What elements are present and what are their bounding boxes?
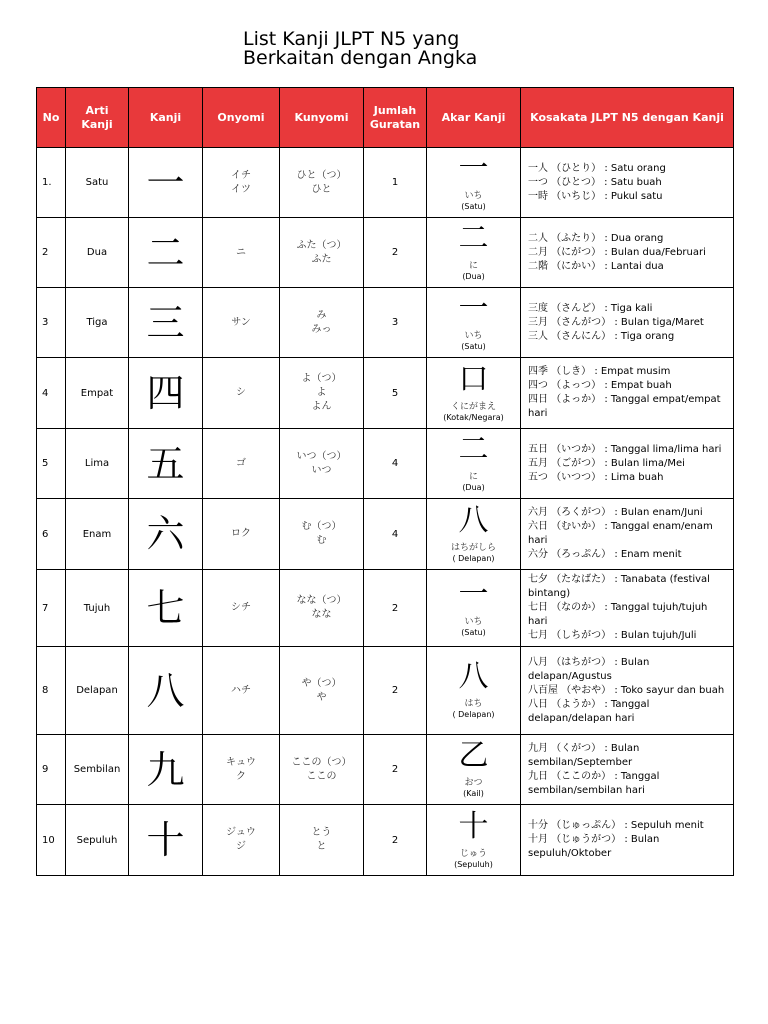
onyomi-reading: イツ — [231, 183, 251, 195]
row-kanji: 三 — [129, 288, 203, 358]
vocab-entry: 三度 （さんど） : Tiga kali — [528, 302, 653, 314]
vocab-entry: 二階 （にかい） : Lantai dua — [528, 260, 664, 272]
row-kanji: 二 — [129, 218, 203, 288]
table-row — [37, 358, 734, 429]
row-radical — [427, 805, 521, 876]
row-stroke-count: 2 — [364, 570, 427, 647]
row-kunyomi — [280, 647, 364, 735]
kunyomi-reading: ひと（つ） — [296, 169, 347, 181]
row-vocabulary — [521, 358, 734, 429]
title-line-2: Berkaitan dengan Angka — [243, 47, 478, 69]
header-jumlah — [364, 88, 427, 148]
kunyomi-reading: や（つ） — [301, 677, 342, 689]
row-meaning: Sepuluh — [66, 805, 129, 876]
vocab-entry: 三人 （さんにん） : Tiga orang — [528, 330, 675, 342]
row-kunyomi — [280, 570, 364, 647]
onyomi-reading: ハチ — [231, 684, 251, 696]
header-kunyomi: Kunyomi — [280, 88, 364, 148]
vocab-entry: 二人 （ふたり） : Dua orang — [528, 232, 664, 244]
radical-kanji: 口 — [458, 361, 489, 397]
row-number: 10 — [37, 805, 66, 876]
radical-reading: くにがまえ — [450, 401, 496, 412]
row-vocabulary — [521, 735, 734, 805]
header-onyomi: Onyomi — [203, 88, 280, 148]
radical-kanji: 一 — [458, 576, 489, 612]
vocab-entry: 八百屋 （やおや） : Toko sayur dan buah — [528, 684, 725, 696]
row-radical — [427, 358, 521, 429]
row-meaning: Enam — [66, 499, 129, 570]
kunyomi-reading: なな（つ） — [296, 595, 347, 606]
vocab-entry: 十分 （じゅっぷん） : Sepuluh menit — [528, 820, 704, 831]
radical-reading: いち — [464, 331, 483, 341]
row-number: 8 — [37, 647, 66, 735]
radical-kanji: 一 — [458, 151, 489, 186]
vocab-entry: 九月 （くがつ） : Bulan sembilan/September — [528, 742, 640, 768]
row-meaning: Delapan — [66, 647, 129, 735]
row-vocabulary — [521, 148, 734, 218]
vocab-entry: 四季 （しき） : Empat musim — [528, 366, 671, 377]
row-kanji: 五 — [129, 429, 203, 499]
table-row — [37, 218, 734, 288]
row-kunyomi — [280, 148, 364, 218]
row-vocabulary — [521, 647, 734, 735]
radical-kanji: 二 — [458, 221, 489, 256]
row-radical — [427, 218, 521, 288]
table-row — [37, 148, 734, 218]
vocab-entry: 一時 （いちじ） : Pukul satu — [528, 190, 663, 202]
row-kunyomi — [280, 735, 364, 805]
radical-meaning: (Kotak/Negara) — [443, 412, 504, 422]
onyomi-reading: キュウ — [226, 756, 256, 768]
radical-meaning: (Satu) — [461, 202, 486, 211]
page-title — [243, 30, 477, 68]
kunyomi-reading: ふた（つ） — [296, 239, 347, 251]
radical-kanji: 八 — [458, 659, 489, 694]
vocab-entry: 一つ （ひとつ） : Satu buah — [528, 176, 662, 188]
vocab-entry: 九日 （ここのか） : Tanggal sembilan/sembilan hari — [528, 770, 660, 796]
header-jumlah-line1: Jumlah — [373, 103, 417, 117]
kunyomi-reading: む — [316, 535, 327, 546]
radical-meaning: (Dua) — [462, 272, 485, 281]
onyomi-reading: サン — [231, 316, 251, 328]
row-number: 5 — [37, 429, 66, 499]
row-stroke-count: 1 — [364, 148, 427, 218]
radical-meaning: (Satu) — [461, 627, 486, 637]
vocab-entry: 五つ （いつつ） : Lima buah — [528, 471, 664, 483]
onyomi-reading: シ — [236, 387, 246, 398]
vocab-entry: 四日 （よっか） : Tanggal empat/empat hari — [528, 394, 721, 419]
radical-reading: に — [468, 261, 478, 271]
row-stroke-count: 2 — [364, 218, 427, 288]
header-arti — [66, 88, 129, 148]
row-radical — [427, 570, 521, 647]
header-arti-line1: Arti — [85, 103, 109, 117]
radical-meaning: ( Delapan) — [452, 553, 495, 563]
row-radical — [427, 429, 521, 499]
onyomi-reading: イチ — [231, 169, 251, 181]
vocab-entry: 十月 （じゅうがつ） : Bulan sepuluh/Oktober — [528, 834, 660, 859]
row-radical — [427, 499, 521, 570]
row-number: 4 — [37, 358, 66, 429]
onyomi-reading: ニ — [236, 246, 246, 258]
row-stroke-count: 2 — [364, 735, 427, 805]
kunyomi-reading: よ — [316, 387, 327, 398]
vocab-entry: 八月 （はちがつ） : Bulan delapan/Agustus — [528, 656, 650, 682]
row-meaning: Tujuh — [66, 570, 129, 647]
header-no: No — [37, 88, 66, 148]
kunyomi-reading: ここの（つ） — [291, 756, 352, 768]
row-onyomi — [203, 499, 280, 570]
kunyomi-reading: ここの — [306, 770, 337, 782]
table-row — [37, 429, 734, 499]
row-meaning: Dua — [66, 218, 129, 288]
radical-reading: いち — [464, 191, 483, 201]
vocab-entry: 七夕 （たなばた） : Tanabata (festival bintang) — [528, 574, 710, 599]
kunyomi-reading: む（つ） — [301, 521, 342, 532]
row-kanji: 八 — [129, 647, 203, 735]
row-stroke-count: 3 — [364, 288, 427, 358]
row-radical — [427, 647, 521, 735]
radical-meaning: ( Delapan) — [452, 710, 495, 719]
vocab-entry: 六分 （ろっぷん） : Enam menit — [528, 549, 682, 560]
row-radical — [427, 288, 521, 358]
radical-reading: いち — [464, 616, 483, 627]
vocab-entry: 五日 （いつか） : Tanggal lima/lima hari — [528, 443, 722, 455]
kunyomi-reading: いつ（つ） — [296, 450, 347, 462]
table-row — [37, 647, 734, 735]
radical-kanji: 八 — [458, 502, 489, 538]
kanji-table — [36, 87, 734, 876]
row-onyomi — [203, 429, 280, 499]
kunyomi-reading: や — [316, 691, 327, 703]
row-stroke-count: 5 — [364, 358, 427, 429]
onyomi-reading: ジ — [236, 841, 246, 852]
radical-kanji: 十 — [458, 808, 489, 844]
table-row — [37, 570, 734, 647]
kunyomi-reading: なな — [311, 609, 332, 620]
vocab-entry: 八日 （ようか） : Tanggal delapan/delapan hari — [528, 698, 650, 724]
kunyomi-reading: と — [316, 841, 327, 852]
kunyomi-reading: ひと — [311, 183, 332, 195]
radical-meaning: (Sepuluh) — [454, 859, 493, 869]
table-row — [37, 735, 734, 805]
vocab-entry: 六月 （ろくがつ） : Bulan enam/Juni — [528, 507, 703, 518]
row-kunyomi — [280, 218, 364, 288]
vocab-entry: 五月 （ごがつ） : Bulan lima/Mei — [528, 457, 685, 469]
row-vocabulary — [521, 499, 734, 570]
row-stroke-count: 4 — [364, 429, 427, 499]
vocab-entry: 二月 （にがつ） : Bulan dua/Februari — [528, 246, 706, 258]
vocab-entry: 六日 （むいか） : Tanggal enam/enam hari — [528, 521, 713, 546]
table-row — [37, 805, 734, 876]
row-number: 1. — [37, 148, 66, 218]
header-kanji: Kanji — [129, 88, 203, 148]
radical-meaning: (Satu) — [461, 342, 486, 351]
row-kunyomi — [280, 805, 364, 876]
vocab-entry: 一人 （ひとり） : Satu orang — [528, 162, 666, 174]
row-vocabulary — [521, 288, 734, 358]
kunyomi-reading: とう — [311, 827, 332, 838]
onyomi-reading: シチ — [231, 602, 251, 613]
row-onyomi — [203, 570, 280, 647]
row-number: 9 — [37, 735, 66, 805]
row-meaning: Empat — [66, 358, 129, 429]
row-meaning: Sembilan — [66, 735, 129, 805]
row-stroke-count: 4 — [364, 499, 427, 570]
kunyomi-reading: よ（つ） — [301, 373, 342, 384]
header-akar: Akar Kanji — [427, 88, 521, 148]
kunyomi-reading: よん — [311, 401, 332, 412]
radical-reading: おつ — [464, 778, 483, 788]
row-onyomi — [203, 805, 280, 876]
row-number: 2 — [37, 218, 66, 288]
table-row — [37, 499, 734, 570]
radical-reading: はち — [464, 699, 483, 709]
vocab-entry: 四つ （よっつ） : Empat buah — [528, 380, 672, 391]
onyomi-reading: ゴ — [236, 457, 246, 469]
row-kanji: 一 — [129, 148, 203, 218]
row-meaning: Lima — [66, 429, 129, 499]
kunyomi-reading: みっ — [311, 323, 332, 335]
row-kunyomi — [280, 288, 364, 358]
onyomi-reading: ジュウ — [226, 827, 256, 838]
row-onyomi — [203, 647, 280, 735]
row-radical — [427, 735, 521, 805]
row-number: 6 — [37, 499, 66, 570]
radical-reading: はちがしら — [450, 542, 496, 553]
row-onyomi — [203, 735, 280, 805]
row-meaning: Satu — [66, 148, 129, 218]
header-arti-line2: Kanji — [81, 117, 113, 131]
header-jumlah-line2: Guratan — [369, 117, 421, 131]
onyomi-reading: ク — [236, 770, 246, 782]
row-onyomi — [203, 218, 280, 288]
row-kanji: 九 — [129, 735, 203, 805]
row-kunyomi — [280, 358, 364, 429]
radical-kanji: 一 — [458, 291, 489, 326]
row-onyomi — [203, 148, 280, 218]
vocab-entry: 七月 （しちがつ） : Bulan tujuh/Juli — [528, 630, 697, 641]
row-stroke-count: 2 — [364, 805, 427, 876]
row-vocabulary — [521, 429, 734, 499]
header-kosakata: Kosakata JLPT N5 dengan Kanji — [521, 88, 734, 148]
kunyomi-reading: ふた — [311, 253, 332, 265]
row-onyomi — [203, 288, 280, 358]
vocab-entry: 三月 （さんがつ） : Bulan tiga/Maret — [528, 316, 704, 328]
row-vocabulary — [521, 570, 734, 647]
row-number: 7 — [37, 570, 66, 647]
row-kanji: 十 — [129, 805, 203, 876]
row-stroke-count: 2 — [364, 647, 427, 735]
row-vocabulary — [521, 805, 734, 876]
kunyomi-reading: み — [316, 309, 327, 321]
row-kanji: 四 — [129, 358, 203, 429]
row-onyomi — [203, 358, 280, 429]
radical-kanji: 二 — [458, 432, 489, 467]
row-kunyomi — [280, 499, 364, 570]
kunyomi-reading: いつ — [311, 464, 332, 476]
radical-reading: じゅう — [459, 848, 487, 859]
table-row — [37, 288, 734, 358]
row-kunyomi — [280, 429, 364, 499]
radical-kanji: 乙 — [458, 738, 489, 773]
row-vocabulary — [521, 218, 734, 288]
row-kanji: 六 — [129, 499, 203, 570]
radical-meaning: (Kail) — [463, 789, 484, 798]
table-header-row — [37, 88, 734, 148]
onyomi-reading: ロク — [231, 528, 251, 539]
radical-meaning: (Dua) — [462, 483, 485, 492]
radical-reading: に — [468, 472, 478, 482]
row-kanji: 七 — [129, 570, 203, 647]
row-radical — [427, 148, 521, 218]
row-meaning: Tiga — [66, 288, 129, 358]
vocab-entry: 七日 （なのか） : Tanggal tujuh/tujuh hari — [528, 602, 708, 627]
row-number: 3 — [37, 288, 66, 358]
title-line-1: List Kanji JLPT N5 yang — [243, 28, 460, 50]
